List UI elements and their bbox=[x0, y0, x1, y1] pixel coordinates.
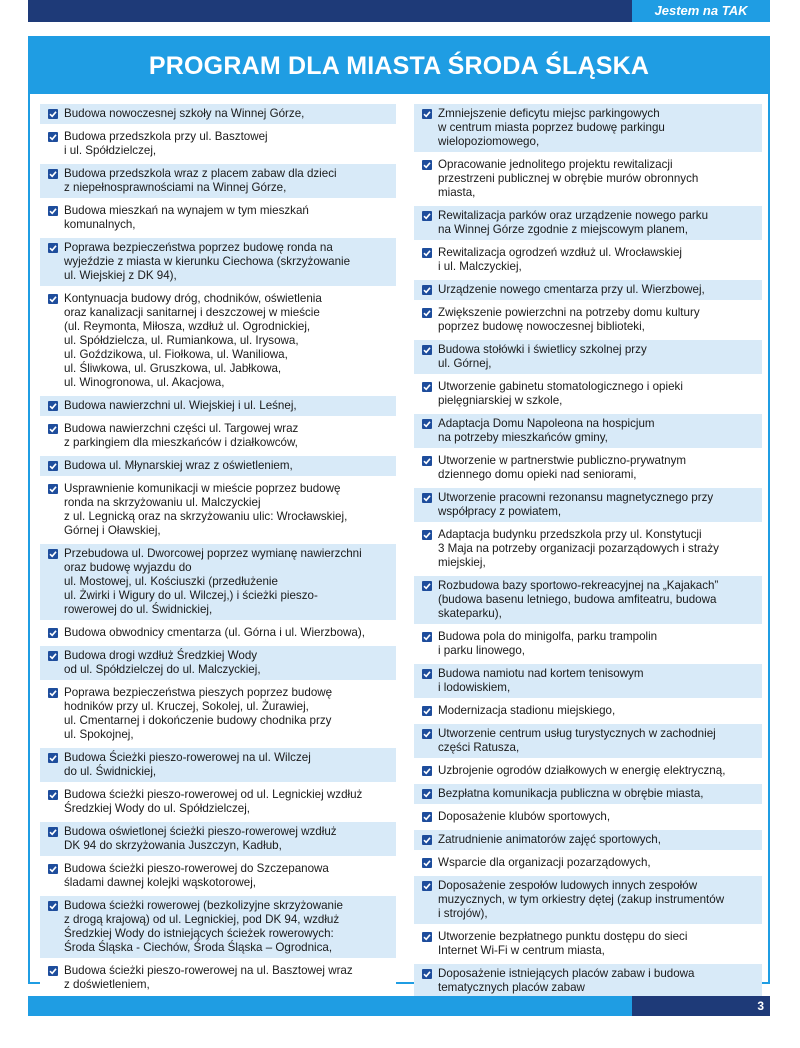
list-item-text: oraz kanalizacji sanitarnej i deszczowej w mieście bbox=[64, 306, 320, 319]
list-item bbox=[414, 784, 762, 805]
list-item bbox=[40, 479, 396, 542]
list-item-text: ul. Spokojnej, bbox=[64, 728, 134, 741]
list-item-text: Rozbudowa bazy sportowo-rekreacyjnej na „Kajakach” bbox=[438, 579, 719, 592]
list-item bbox=[40, 544, 396, 621]
checkbox-checked-icon bbox=[48, 901, 58, 911]
list-item bbox=[40, 859, 396, 894]
checkbox-checked-icon bbox=[422, 632, 432, 642]
checkbox-checked-icon bbox=[422, 345, 432, 355]
checkbox-checked-icon bbox=[48, 169, 58, 179]
list-item-text: Budowa nawierzchni ul. Wiejskiej i ul. Leśnej, bbox=[64, 399, 297, 412]
checkbox-checked-icon bbox=[422, 382, 432, 392]
checkbox-checked-icon bbox=[48, 132, 58, 142]
list-item-text: miasta, bbox=[438, 186, 476, 199]
list-item-text: Przebudowa ul. Dworcowej poprzez wymianę nawierzchni bbox=[64, 547, 362, 560]
bottom-banner bbox=[28, 996, 770, 1016]
checkbox-checked-icon bbox=[48, 753, 58, 763]
list-item bbox=[40, 623, 396, 644]
list-item-text: Budowa obwodnicy cmentarza (ul. Górna i ul. Wierzbowa), bbox=[64, 626, 365, 639]
checkbox-checked-icon bbox=[422, 248, 432, 258]
list-item bbox=[40, 785, 396, 820]
list-item-text: Poprawa bezpieczeństwa poprzez budowę ronda na bbox=[64, 241, 333, 254]
left-column bbox=[40, 104, 396, 998]
list-item bbox=[414, 243, 762, 278]
checkbox-checked-icon bbox=[48, 790, 58, 800]
list-item-text: Wsparcie dla organizacji pozarządowych, bbox=[438, 856, 651, 869]
list-item-text: ul. Winogronowa, ul. Akacjowa, bbox=[64, 376, 225, 389]
list-item-text: pielęgniarskiej w szkole, bbox=[438, 394, 563, 407]
list-item-text: Budowa nawierzchni części ul. Targowej wraz bbox=[64, 422, 299, 435]
list-item-text: Uzbrojenie ogrodów działkowych w energię elektryczną, bbox=[438, 764, 726, 777]
list-item-text: Budowa namiotu nad kortem tenisowym bbox=[438, 667, 644, 680]
checkbox-checked-icon bbox=[48, 628, 58, 638]
list-item-text: ul. Goździkowa, ul. Fiołkowa, ul. Waniliowa, bbox=[64, 348, 288, 361]
checkbox-checked-icon bbox=[422, 581, 432, 591]
list-item bbox=[414, 488, 762, 523]
top-banner bbox=[28, 0, 770, 22]
list-item-text: Budowa ścieżki rowerowej (bezkolizyjne skrzyżowanie bbox=[64, 899, 344, 912]
list-item-text: wyjeździe z miasta w kierunku Ciechowa (skrzyżowanie bbox=[64, 255, 351, 268]
list-item-text: ul. Spółdzielcza, ul. Rumiankowa, ul. Irysowa, bbox=[64, 334, 299, 347]
list-item-text: Średzkiej Wody do istniejących ścieżek rowerowych: bbox=[64, 927, 334, 940]
list-item-text: DK 94 do skrzyżowania Juszczyn, Kadłub, bbox=[64, 839, 282, 852]
list-item-text: z parkingiem dla mieszkańców i działkowców, bbox=[64, 436, 298, 449]
list-item-text: Zatrudnienie animatorów zajęć sportowych, bbox=[438, 833, 661, 846]
list-item bbox=[414, 664, 762, 699]
list-item bbox=[414, 807, 762, 828]
list-item-text: dziennego domu opieki nad seniorami, bbox=[438, 468, 637, 481]
checkbox-checked-icon bbox=[422, 109, 432, 119]
list-item-text: z doświetleniem, bbox=[64, 978, 150, 991]
checkbox-checked-icon bbox=[48, 206, 58, 216]
checkbox-checked-icon bbox=[422, 530, 432, 540]
list-item bbox=[414, 155, 762, 204]
list-item bbox=[40, 822, 396, 857]
checkbox-checked-icon bbox=[48, 651, 58, 661]
list-item-text: Poprawa bezpieczeństwa pieszych poprzez budowę bbox=[64, 686, 333, 699]
list-item-text: ul. Mostowej, ul. Kościuszki (przedłużenie bbox=[64, 575, 278, 588]
list-item bbox=[414, 701, 762, 722]
list-item bbox=[40, 896, 396, 959]
list-item-text: (ul. Reymonta, Miłosza, wzdłuż ul. Ogrodnickiej, bbox=[64, 320, 311, 333]
checkbox-checked-icon bbox=[48, 549, 58, 559]
list-item bbox=[40, 104, 396, 125]
checkbox-checked-icon bbox=[422, 211, 432, 221]
list-item-text: Średzkiej Wody do ul. Spółdzielczej, bbox=[64, 802, 251, 815]
checkbox-checked-icon bbox=[48, 484, 58, 494]
list-item-text: z niepełnosprawnościami na Winnej Górze, bbox=[64, 181, 287, 194]
list-item bbox=[414, 927, 762, 962]
checkbox-checked-icon bbox=[48, 294, 58, 304]
list-item-text: ul. Śliwkowa, ul. Gruszkowa, ul. Jabłkowa, bbox=[64, 362, 282, 375]
list-item-text: i lodowiskiem, bbox=[438, 681, 511, 694]
checkbox-checked-icon bbox=[422, 706, 432, 716]
list-item-text: i strojów), bbox=[438, 907, 488, 920]
checkbox-checked-icon bbox=[48, 864, 58, 874]
list-item-text: Internet Wi-Fi w centrum miasta, bbox=[438, 944, 605, 957]
list-item bbox=[40, 961, 396, 996]
list-item bbox=[40, 127, 396, 162]
list-item-text: Utworzenie bezpłatnego punktu dostępu do sieci bbox=[438, 930, 688, 943]
list-item-text: Górnej i Oławskiej, bbox=[64, 524, 161, 537]
checkbox-checked-icon bbox=[422, 729, 432, 739]
checkbox-checked-icon bbox=[48, 688, 58, 698]
campaign-tag: Jestem na TAK bbox=[632, 0, 770, 22]
list-item bbox=[414, 853, 762, 874]
list-item-text: ul. Cmentarnej i dokończenie budowy chodnika przy bbox=[64, 714, 332, 727]
list-item-text: Utworzenie centrum usług turystycznych w zachodniej bbox=[438, 727, 716, 740]
program-frame bbox=[28, 36, 770, 994]
list-item-text: Zwiększenie powierzchni na potrzeby domu kultury bbox=[438, 306, 700, 319]
list-item-text: ul. Wiejskiej z DK 94), bbox=[64, 269, 177, 282]
list-item bbox=[414, 964, 762, 999]
list-item-text: Bezpłatna komunikacja publiczna w obrębie miasta, bbox=[438, 787, 704, 800]
checkbox-checked-icon bbox=[422, 160, 432, 170]
checkbox-checked-icon bbox=[422, 285, 432, 295]
list-item-text: ronda na skrzyżowaniu ul. Malczyckiej bbox=[64, 496, 261, 509]
list-item bbox=[414, 451, 762, 486]
list-item-text: Modernizacja stadionu miejskiego, bbox=[438, 704, 616, 717]
list-item-text: Adaptacja budynku przedszkola przy ul. Konstytucji bbox=[438, 528, 702, 541]
list-item-text: wielopoziomowego, bbox=[438, 135, 540, 148]
list-item-text: 3 Maja na potrzeby organizacji pozarządowych i straży bbox=[438, 542, 719, 555]
list-item-text: Budowa nowoczesnej szkoły na Winnej Górze, bbox=[64, 107, 305, 120]
checkbox-checked-icon bbox=[422, 766, 432, 776]
checkbox-checked-icon bbox=[48, 243, 58, 253]
list-item-text: Budowa przedszkola wraz z placem zabaw dla dzieci bbox=[64, 167, 337, 180]
list-item bbox=[40, 396, 396, 417]
page-number: 3 bbox=[632, 996, 770, 1016]
list-item-text: muzycznych, w tym orkiestry dętej (zakup instrumentów bbox=[438, 893, 725, 906]
list-item-text: Utworzenie pracowni rezonansu magnetycznego przy bbox=[438, 491, 714, 504]
list-item-text: od ul. Spółdzielczej do ul. Malczyckiej, bbox=[64, 663, 261, 676]
list-item bbox=[414, 576, 762, 625]
list-item-text: Utworzenie w partnerstwie publiczno-prywatnym bbox=[438, 454, 687, 467]
list-item-text: współpracy z powiatem, bbox=[438, 505, 562, 518]
list-item bbox=[414, 414, 762, 449]
list-item-text: i ul. Malczyckiej, bbox=[438, 260, 522, 273]
list-item-text: Budowa Ścieżki pieszo-rowerowej na ul. Wilczej bbox=[64, 751, 311, 764]
list-item-text: i ul. Spółdzielczej, bbox=[64, 144, 157, 157]
list-item-text: (budowa basenu letniego, budowa amfiteatru, budowa bbox=[438, 593, 717, 606]
list-item-text: Zmniejszenie deficytu miejsc parkingowych bbox=[438, 107, 660, 120]
list-item-text: z drogą krajową) od ul. Legnickiej, pod DK 94, wzdłuż bbox=[64, 913, 340, 926]
list-item bbox=[40, 683, 396, 746]
list-item bbox=[414, 377, 762, 412]
list-item-text: oraz budowę wyjazdu do bbox=[64, 561, 192, 574]
list-item-text: Budowa ul. Młynarskiej wraz z oświetleniem, bbox=[64, 459, 293, 472]
list-item-text: części Ratusza, bbox=[438, 741, 520, 754]
checkbox-checked-icon bbox=[422, 881, 432, 891]
list-item bbox=[414, 876, 762, 925]
list-item-text: w centrum miasta poprzez budowę parkingu bbox=[438, 121, 665, 134]
list-item-text: Adaptacja Domu Napoleona na hospicjum bbox=[438, 417, 655, 430]
checkbox-checked-icon bbox=[422, 669, 432, 679]
list-item-text: Opracowanie jednolitego projektu rewitalizacji bbox=[438, 158, 673, 171]
list-item-text: Budowa pola do minigolfa, parku trampolin bbox=[438, 630, 658, 643]
page-title: PROGRAM DLA MIASTA ŚRODA ŚLĄSKA bbox=[30, 38, 768, 94]
checkbox-checked-icon bbox=[48, 109, 58, 119]
list-item bbox=[414, 761, 762, 782]
list-item bbox=[40, 289, 396, 394]
list-item-text: z ul. Legnicką oraz na skrzyżowaniu ulic: Wrocławskiej, bbox=[64, 510, 348, 523]
list-item bbox=[414, 724, 762, 759]
list-item bbox=[40, 419, 396, 454]
list-item bbox=[40, 201, 396, 236]
list-item-text: komunalnych, bbox=[64, 218, 136, 231]
list-item bbox=[414, 627, 762, 662]
list-item-text: poprzez budowę nowoczesnej biblioteki, bbox=[438, 320, 645, 333]
list-item-text: miejskiej, bbox=[438, 556, 486, 569]
list-item-text: na potrzeby mieszkańców gminy, bbox=[438, 431, 608, 444]
checkbox-checked-icon bbox=[48, 827, 58, 837]
checkbox-checked-icon bbox=[48, 966, 58, 976]
list-item-text: Budowa oświetlonej ścieżki pieszo-rowerowej wzdłuż bbox=[64, 825, 337, 838]
list-item-text: Usprawnienie komunikacji w mieście poprzez budowę bbox=[64, 482, 341, 495]
list-item-text: hodników przy ul. Kruczej, Sokolej, ul. Żurawiej, bbox=[64, 700, 309, 713]
list-item bbox=[414, 104, 762, 153]
checkbox-checked-icon bbox=[422, 308, 432, 318]
list-item-text: Budowa mieszkań na wynajem w tym mieszkań bbox=[64, 204, 309, 217]
list-item bbox=[414, 206, 762, 241]
list-item-text: Utworzenie gabinetu stomatologicznego i opieki bbox=[438, 380, 683, 393]
list-item-text: Budowa ścieżki pieszo-rowerowej na ul. Basztowej wraz bbox=[64, 964, 353, 977]
list-item-text: skateparku), bbox=[438, 607, 502, 620]
list-item-text: Kontynuacja budowy dróg, chodników, oświetlenia bbox=[64, 292, 322, 305]
list-item bbox=[414, 280, 762, 301]
list-item-text: Rewitalizacja parków oraz urządzenie nowego parku bbox=[438, 209, 709, 222]
list-item bbox=[40, 456, 396, 477]
list-item-text: i parku linowego, bbox=[438, 644, 526, 657]
list-item bbox=[414, 303, 762, 338]
checkbox-checked-icon bbox=[48, 401, 58, 411]
checkbox-checked-icon bbox=[422, 812, 432, 822]
list-item-text: Budowa ścieżki pieszo-rowerowej od ul. Legnickiej wzdłuż bbox=[64, 788, 363, 801]
list-item bbox=[40, 646, 396, 681]
right-column bbox=[414, 104, 762, 1001]
list-item-text: tematycznych placów zabaw bbox=[438, 981, 585, 994]
list-item bbox=[40, 164, 396, 199]
checkbox-checked-icon bbox=[422, 932, 432, 942]
list-item-text: rowerowej do ul. Świdnickiej, bbox=[64, 603, 213, 616]
checkbox-checked-icon bbox=[422, 789, 432, 799]
list-item bbox=[414, 525, 762, 574]
checkbox-checked-icon bbox=[422, 835, 432, 845]
checkbox-checked-icon bbox=[422, 456, 432, 466]
checkbox-checked-icon bbox=[422, 858, 432, 868]
list-item-text: przestrzeni publicznej w obrębie murów obronnych bbox=[438, 172, 699, 185]
checkbox-checked-icon bbox=[48, 424, 58, 434]
list-item-text: Środa Śląska - Ciechów, Środa Śląska – Ogrodnica, bbox=[64, 941, 333, 954]
checkbox-checked-icon bbox=[422, 493, 432, 503]
list-item-text: śladami dawnej kolejki wąskotorowej, bbox=[64, 876, 257, 889]
list-item-text: Doposażenie klubów sportowych, bbox=[438, 810, 611, 823]
checkbox-checked-icon bbox=[422, 969, 432, 979]
list-item-text: Budowa drogi wzdłuż Średzkiej Wody bbox=[64, 649, 258, 662]
list-item-text: na Winnej Górze zgodnie z miejscowym planem, bbox=[438, 223, 689, 236]
list-item bbox=[414, 340, 762, 375]
list-item-text: Urządzenie nowego cmentarza przy ul. Wierzbowej, bbox=[438, 283, 705, 296]
list-item-text: Budowa przedszkola przy ul. Basztowej bbox=[64, 130, 268, 143]
list-item-text: Doposażenie zespołów ludowych innych zespołów bbox=[438, 879, 698, 892]
checkbox-checked-icon bbox=[422, 419, 432, 429]
list-item-text: Rewitalizacja ogrodzeń wzdłuż ul. Wrocławskiej bbox=[438, 246, 682, 259]
list-item-text: Budowa ścieżki pieszo-rowerowej do Szczepanowa bbox=[64, 862, 329, 875]
list-item bbox=[40, 238, 396, 287]
list-item-text: Doposażenie istniejących placów zabaw i budowa bbox=[438, 967, 695, 980]
list-item-text: Budowa stołówki i świetlicy szkolnej przy bbox=[438, 343, 647, 356]
list-item-text: do ul. Świdnickiej, bbox=[64, 765, 157, 778]
list-item bbox=[414, 830, 762, 851]
list-item bbox=[40, 748, 396, 783]
list-item-text: ul. Górnej, bbox=[438, 357, 492, 370]
list-item-text: ul. Żwirki i Wigury do ul. Wilczej,) i ścieżki pieszo- bbox=[64, 589, 318, 602]
checkbox-checked-icon bbox=[48, 461, 58, 471]
